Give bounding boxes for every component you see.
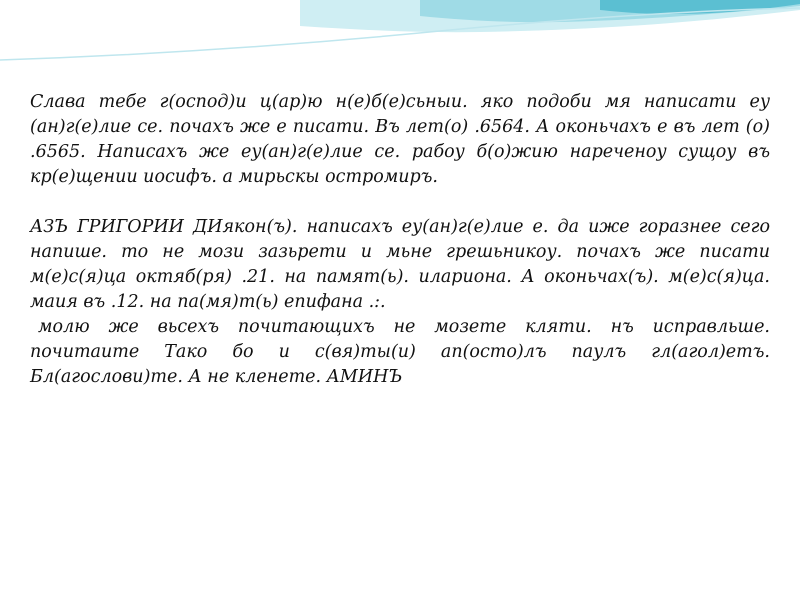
manuscript-text <box>30 90 770 390</box>
decorative-wave <box>0 0 800 70</box>
paragraph-3: молю же вьсехъ почитающихъ не мозете кляти. нъ исправльше. почитаите Тако бо и с(вя)ты(и) ап(осто)лъ паулъ гл(агол)етъ. Бл(агослови)те. А не кленете. АМИНЪ <box>30 317 770 387</box>
paragraph-2: АЗЪ ГРИГОРИИ ДИякон(ъ). написахъ еу(ан)г(е)лие е. да иже горазнее сего напише. то не мози зазьрети и мьне грешьникоу. почахъ же писати м(е)с(я)ца октяб(ря) .21. на памят(ь). илариона. А оконьчах(ъ). м(е)с(я)ца. маия въ .12. на па(мя)т(ь) епифана .:. <box>30 217 770 312</box>
paragraph-gap <box>30 190 770 215</box>
paragraph-1: Слава тебе г(оспод)и ц(ар)ю н(е)б(е)сьныи. яко подоби мя написати еу (ан)г(е)лие се. почахъ же е писати. Въ лет(о) .6564. А оконьчахъ е въ лет (о) .6565. Написахъ же еу(ан)г(е)лие се. рабоу б(о)жию нареченоу сущоу въ кр(е)щении иосифъ. а мирьскы остромиръ. <box>30 92 770 187</box>
